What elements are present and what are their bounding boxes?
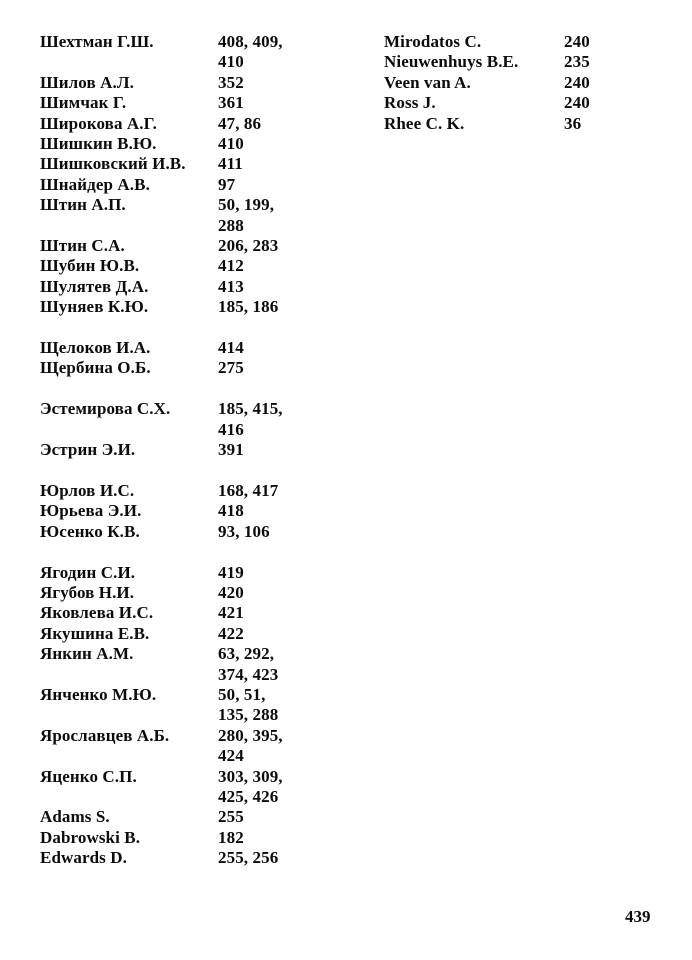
index-entry bbox=[40, 848, 340, 868]
index-entry bbox=[40, 399, 340, 440]
page-reference-line: 416 bbox=[218, 419, 244, 439]
page-reference-line: 50, 51, bbox=[218, 684, 266, 704]
page-reference-line: 275 bbox=[218, 358, 244, 378]
author-name: Ross J. bbox=[384, 93, 436, 113]
author-name: Шехтман Г.Ш. bbox=[40, 32, 154, 51]
page-references bbox=[218, 767, 328, 808]
index-entry bbox=[384, 114, 674, 134]
page-reference-line: 240 bbox=[564, 72, 590, 92]
page-references bbox=[218, 481, 328, 501]
page-reference-line: 97 bbox=[218, 174, 236, 194]
page-reference-line: 374, 423 bbox=[218, 664, 279, 684]
author-name: Шнайдер А.В. bbox=[40, 174, 150, 194]
index-entry bbox=[384, 52, 674, 72]
page-reference-line: 235 bbox=[564, 52, 590, 72]
index-entry bbox=[40, 726, 340, 767]
page-references bbox=[218, 277, 328, 297]
page-reference-line: 424 bbox=[218, 746, 244, 766]
page-references bbox=[218, 114, 328, 134]
index-entry bbox=[40, 93, 340, 113]
group-spacer bbox=[40, 461, 340, 481]
page-references bbox=[564, 93, 644, 113]
author-name: Шишковский И.В. bbox=[40, 154, 186, 174]
author-name: Mirodatos C. bbox=[384, 32, 482, 51]
author-name: Шулятев Д.А. bbox=[40, 276, 149, 296]
author-name: Шубин Ю.В. bbox=[40, 256, 140, 276]
page-reference-line: 288 bbox=[218, 215, 244, 235]
index-entry bbox=[40, 583, 340, 603]
page-reference-line: 185, 415, bbox=[218, 399, 283, 419]
author-name: Янкин А.М. bbox=[40, 644, 134, 664]
index-entry bbox=[40, 154, 340, 174]
index-entry bbox=[40, 767, 340, 808]
index-entry bbox=[40, 624, 340, 644]
index-entry bbox=[40, 256, 340, 276]
author-name: Широкова А.Г. bbox=[40, 113, 157, 133]
page-references bbox=[218, 685, 328, 726]
author-name: Шуняев К.Ю. bbox=[40, 297, 149, 317]
page-reference-line: 63, 292, bbox=[218, 644, 275, 664]
page-references bbox=[218, 256, 328, 276]
page-reference-line: 420 bbox=[218, 582, 244, 602]
index-entry bbox=[40, 603, 340, 623]
author-name: Эстемирова С.Х. bbox=[40, 399, 171, 419]
page-reference-line: 418 bbox=[218, 501, 244, 521]
page-reference-line: 411 bbox=[218, 154, 243, 174]
author-name: Яценко С.П. bbox=[40, 766, 137, 786]
index-entry bbox=[40, 195, 340, 236]
page-references bbox=[218, 175, 328, 195]
page-reference-line: 410 bbox=[218, 52, 244, 72]
page-reference-line: 352 bbox=[218, 72, 244, 92]
page-reference-line: 391 bbox=[218, 440, 244, 460]
author-name: Edwards D. bbox=[40, 848, 127, 868]
index-entry bbox=[384, 73, 674, 93]
page-reference-line: 240 bbox=[564, 93, 590, 113]
index-entry bbox=[40, 807, 340, 827]
index-entry bbox=[40, 522, 340, 542]
index-entry bbox=[40, 32, 340, 73]
author-name: Эстрин Э.И. bbox=[40, 440, 136, 460]
page-references bbox=[564, 52, 644, 72]
page-references bbox=[218, 73, 328, 93]
page-references bbox=[218, 848, 328, 868]
page-reference-line: 240 bbox=[564, 32, 590, 51]
index-entry bbox=[40, 685, 340, 726]
author-name: Якушина Е.В. bbox=[40, 623, 150, 643]
page-references bbox=[218, 338, 328, 358]
page-references bbox=[218, 563, 328, 583]
index-entry bbox=[40, 297, 340, 317]
page-reference-line: 185, 186 bbox=[218, 297, 279, 317]
author-name: Шимчак Г. bbox=[40, 93, 127, 113]
author-name: Ягодин С.И. bbox=[40, 562, 136, 582]
page-reference-line: 414 bbox=[218, 338, 244, 358]
page-reference-line: 36 bbox=[564, 113, 582, 133]
page-reference-line: 412 bbox=[218, 256, 244, 276]
page-references bbox=[218, 644, 328, 685]
index-entry bbox=[40, 114, 340, 134]
page-references bbox=[218, 358, 328, 378]
page-references bbox=[218, 134, 328, 154]
page-reference-line: 255 bbox=[218, 807, 244, 827]
author-name: Nieuwenhuys B.E. bbox=[384, 52, 519, 72]
author-name: Янченко М.Ю. bbox=[40, 684, 157, 704]
author-name: Юрьева Э.И. bbox=[40, 501, 142, 521]
page-references bbox=[218, 297, 328, 317]
page-reference-line: 168, 417 bbox=[218, 480, 279, 500]
index-entry bbox=[40, 563, 340, 583]
page-reference-line: 419 bbox=[218, 562, 244, 582]
index-entry bbox=[384, 32, 674, 52]
author-name: Adams S. bbox=[40, 807, 110, 827]
page-reference-line: 50, 199, bbox=[218, 195, 275, 215]
page-references bbox=[218, 93, 328, 113]
index-entry bbox=[40, 338, 340, 358]
page-reference-line: 410 bbox=[218, 134, 244, 154]
page-references bbox=[218, 583, 328, 603]
author-name: Штин А.П. bbox=[40, 195, 126, 215]
page-reference-line: 206, 283 bbox=[218, 236, 279, 256]
author-name: Щербина О.Б. bbox=[40, 358, 151, 378]
page-references bbox=[218, 32, 328, 73]
page-references bbox=[218, 501, 328, 521]
index-entry bbox=[40, 175, 340, 195]
page-reference-line: 182 bbox=[218, 827, 244, 847]
page-reference-line: 422 bbox=[218, 623, 244, 643]
page-reference-line: 135, 288 bbox=[218, 705, 279, 725]
author-name: Юсенко К.В. bbox=[40, 521, 140, 541]
index-column-left bbox=[40, 32, 340, 869]
index-entry bbox=[40, 644, 340, 685]
index-entry bbox=[40, 440, 340, 460]
page-references bbox=[218, 828, 328, 848]
page-references bbox=[218, 726, 328, 767]
index-entry bbox=[40, 134, 340, 154]
page-references bbox=[218, 236, 328, 256]
page-references bbox=[218, 399, 328, 440]
group-spacer bbox=[40, 542, 340, 562]
page-references bbox=[218, 195, 328, 236]
author-name: Шилов А.Л. bbox=[40, 72, 134, 92]
page-reference-line: 408, 409, bbox=[218, 32, 283, 51]
page-reference-line: 303, 309, bbox=[218, 766, 283, 786]
author-name: Rhee C. K. bbox=[384, 113, 465, 133]
index-entry bbox=[40, 277, 340, 297]
page-reference-line: 425, 426 bbox=[218, 786, 279, 806]
author-name: Dabrowski B. bbox=[40, 827, 141, 847]
author-name: Юрлов И.С. bbox=[40, 480, 135, 500]
index-entry bbox=[40, 358, 340, 378]
page-reference-line: 255, 256 bbox=[218, 848, 279, 868]
group-spacer bbox=[40, 318, 340, 338]
index-entry bbox=[384, 93, 674, 113]
page-reference-line: 280, 395, bbox=[218, 725, 283, 745]
page-references bbox=[218, 624, 328, 644]
page-references bbox=[564, 73, 644, 93]
author-name: Штин С.А. bbox=[40, 236, 125, 256]
group-spacer bbox=[40, 379, 340, 399]
page-number: 439 bbox=[625, 907, 651, 926]
index-column-right bbox=[384, 32, 674, 134]
page-references bbox=[218, 440, 328, 460]
page-references bbox=[218, 603, 328, 623]
author-name: Ярославцев А.Б. bbox=[40, 725, 170, 745]
page-references bbox=[564, 32, 644, 52]
author-name: Яковлева И.С. bbox=[40, 603, 154, 623]
author-name: Veen van A. bbox=[384, 72, 471, 92]
page-references bbox=[218, 522, 328, 542]
author-name: Шишкин В.Ю. bbox=[40, 134, 157, 154]
page-references bbox=[218, 154, 328, 174]
index-entry bbox=[40, 236, 340, 256]
index-entry bbox=[40, 481, 340, 501]
index-entry bbox=[40, 828, 340, 848]
page-references bbox=[564, 114, 644, 134]
page-reference-line: 421 bbox=[218, 603, 244, 623]
page-reference-line: 413 bbox=[218, 276, 244, 296]
index-entry bbox=[40, 73, 340, 93]
page-reference-line: 93, 106 bbox=[218, 521, 270, 541]
author-name: Ягубов Н.И. bbox=[40, 582, 135, 602]
author-name: Щелоков И.А. bbox=[40, 338, 151, 358]
page-reference-line: 47, 86 bbox=[218, 113, 262, 133]
page-references bbox=[218, 807, 328, 827]
index-entry bbox=[40, 501, 340, 521]
page-reference-line: 361 bbox=[218, 93, 244, 113]
